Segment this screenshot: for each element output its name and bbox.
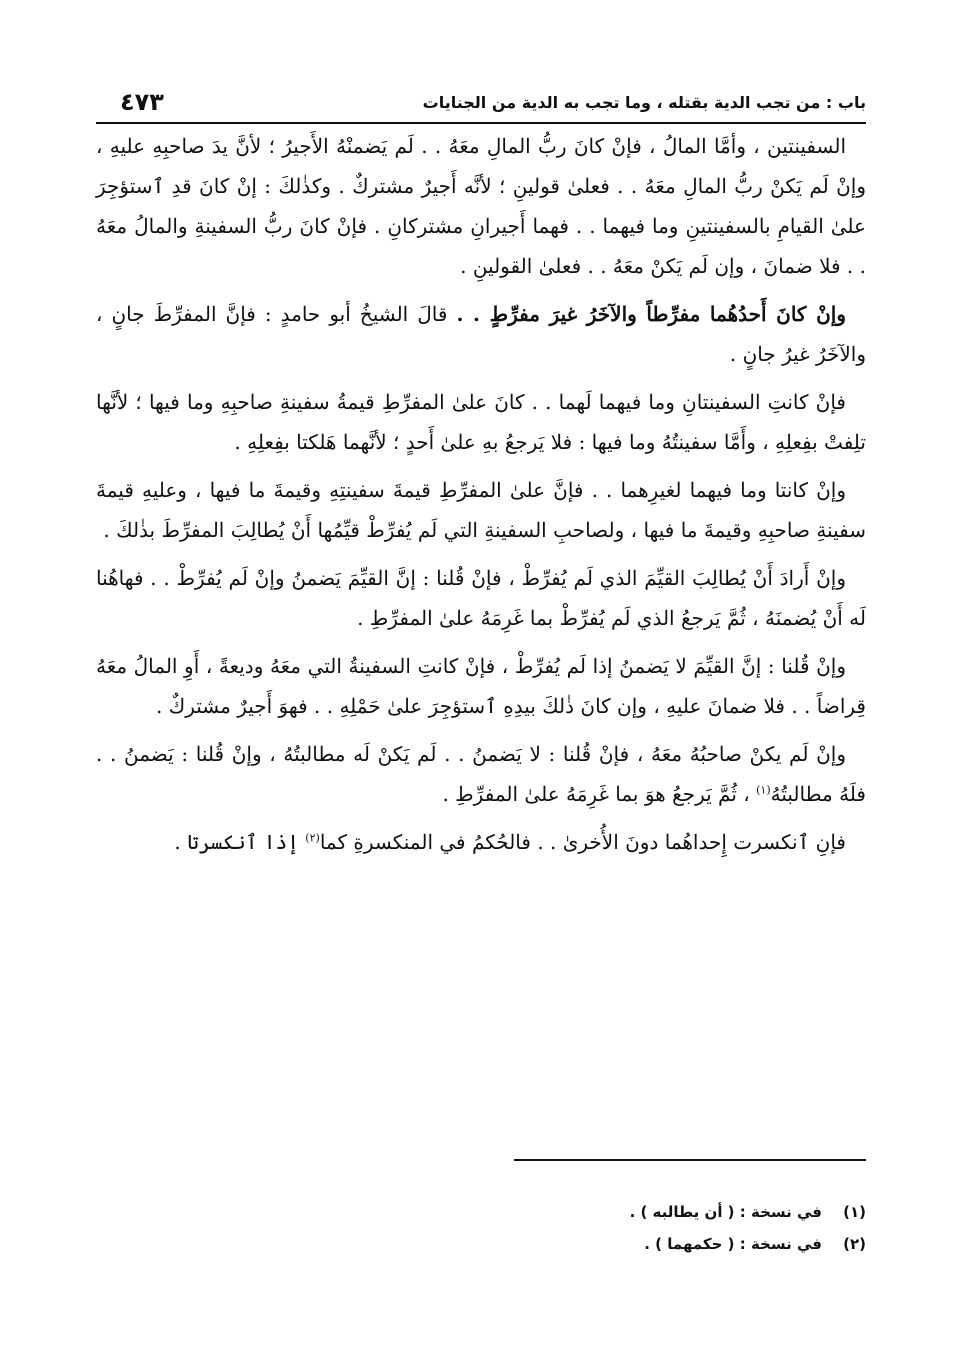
running-header bbox=[96, 84, 866, 120]
paragraph-text: إذا ٱنكسرتا . bbox=[174, 830, 306, 854]
paragraph bbox=[96, 646, 866, 726]
paragraph bbox=[96, 126, 866, 286]
footnote-item bbox=[96, 1228, 866, 1260]
paragraph-bold-lead: وإنْ كانَ أَحدُهُما مفرِّطاً والآخَرُ غيرَ مفرِّطٍ . . bbox=[456, 302, 846, 326]
page-number: ٤٧٣ bbox=[120, 88, 164, 116]
footnote-text: في نسخة : ( حكمهما ) . bbox=[644, 1235, 822, 1253]
paragraph bbox=[96, 734, 866, 814]
paragraph-text: وإنْ قُلنا : إنَّ القيِّمَ لا يَضمنُ إذا لَم يُفرِّطْ ، فإنْ كانتِ السفينةُ التي معَهُ وديعةً ، أَوِ المالُ معَهُ قِراضاً . . فلا ضمانَ عليهِ ، وإن كانَ ذٰلكَ بيدِهِ ٱستؤجِرَ علىٰ حَمْلِهِ . . فهوَ أَجيرٌ مشتركٌ . bbox=[96, 654, 866, 718]
footnote-number: (٢) bbox=[843, 1235, 866, 1253]
paragraph-text: وإنْ أَرادَ أَنْ يُطالِبَ القيِّمَ الذي لَم يُفرِّطْ ، فإنْ قُلنا : إنَّ القيِّمَ يَضمنُ وإنْ لَم يُفرِّطْ . . فهاهُنا لَه أَنْ يُضمنَهُ ، ثُمَّ يَرجعُ الذي لَم يُفرِّطْ بما غَرِمَهُ علىٰ المفرِّطِ . bbox=[96, 566, 866, 630]
main-text bbox=[96, 126, 866, 870]
paragraph-text: فإنِ ٱنكسرت إِحداهُما دونَ الأُخرىٰ . . فالحُكمُ في المنكسرةِ كما bbox=[319, 830, 846, 854]
footnote-text: في نسخة : ( أن يطالبه ) . bbox=[629, 1203, 822, 1221]
paragraph-text: قالَ الشيخُ أبو حامدٍ : فإنَّ المفرِّطَ جانٍ ، والآخَرُ غيرُ جانٍ . bbox=[96, 302, 866, 366]
paragraph bbox=[96, 382, 866, 462]
footnote-item bbox=[96, 1196, 866, 1228]
paragraph bbox=[96, 558, 866, 638]
footnote-marker: (١) bbox=[756, 783, 771, 797]
footnote-number: (١) bbox=[843, 1203, 866, 1221]
paragraph bbox=[96, 822, 866, 862]
paragraph-text: فإنْ كانتِ السفينتانِ وما فيهما لَهما . . كانَ علىٰ المفرِّطِ قيمةُ سفينةِ صاحبِهِ وما فيها ؛ لأنَّها تلِفتْ بفِعلِهِ ، وأَمَّا سفينتُهُ وما فيها : فلا يَرجعُ بهِ علىٰ أَحدٍ ؛ لأنَّهما هَلكتا بفِعلِهِ . bbox=[96, 390, 866, 454]
paragraph-text: وإنْ كانتا وما فيهما لغيرِهما . . فإنَّ علىٰ المفرِّطِ قيمةَ سفينتِهِ وقيمةَ ما فيها ، وعليهِ قيمةَ سفينةِ صاحبِهِ وقيمةَ ما فيها ، ولصاحبِ السفينةِ التي لَم يُفرِّطْ قيِّمُها أَنْ يُطالِبَ المفرِّطَ بذٰلكَ . bbox=[96, 478, 866, 542]
footnote-divider bbox=[514, 1159, 866, 1161]
paragraph-text: السفينتين ، وأمَّا المالُ ، فإنْ كانَ ربُّ المالِ معَهُ . . لَم يَضمنْهُ الأَجيرُ ؛ لأنَّ يدَ صاحبِهِ عليهِ ، وإنْ لَم يَكنْ ربُّ المالِ معَهُ . . فعلىٰ قولينِ ؛ لأنَّه أَجيرٌ مشتركٌ . وكذٰلكَ : إنْ كانَ قدِ ٱستؤجِرَ علىٰ القيامِ بالسفينتينِ وما فيهما . . فهما أَجيرانِ مشتركانِ . فإنْ كانَ ربُّ السفينةِ والمالُ معَهُ . . فلا ضمانَ ، وإن لَم يَكنْ معَهُ . . فعلىٰ القولينِ . bbox=[96, 134, 866, 278]
paragraph bbox=[96, 470, 866, 550]
footnote-marker: (٢) bbox=[305, 831, 320, 845]
paragraph bbox=[96, 294, 866, 374]
header-title: باب : من تجب الدية بقتله ، وما تجب به الدية من الجنايات bbox=[422, 92, 866, 112]
paragraph-text: وإنْ لَم يكنْ صاحبُهُ معَهُ ، فإنْ قُلنا : لا يَضمنُ . . لَم يَكنْ لَه مطالبتُهُ ، وإنْ قُلنا : يَضمنُ . . فلَهُ مطالبتُهُ bbox=[96, 742, 866, 806]
footnotes bbox=[96, 1196, 866, 1260]
header-divider bbox=[96, 122, 866, 124]
paragraph-text: ، ثُمَّ يَرجعُ هوَ بما غَرِمَهُ علىٰ المفرِّطِ . bbox=[442, 782, 757, 806]
